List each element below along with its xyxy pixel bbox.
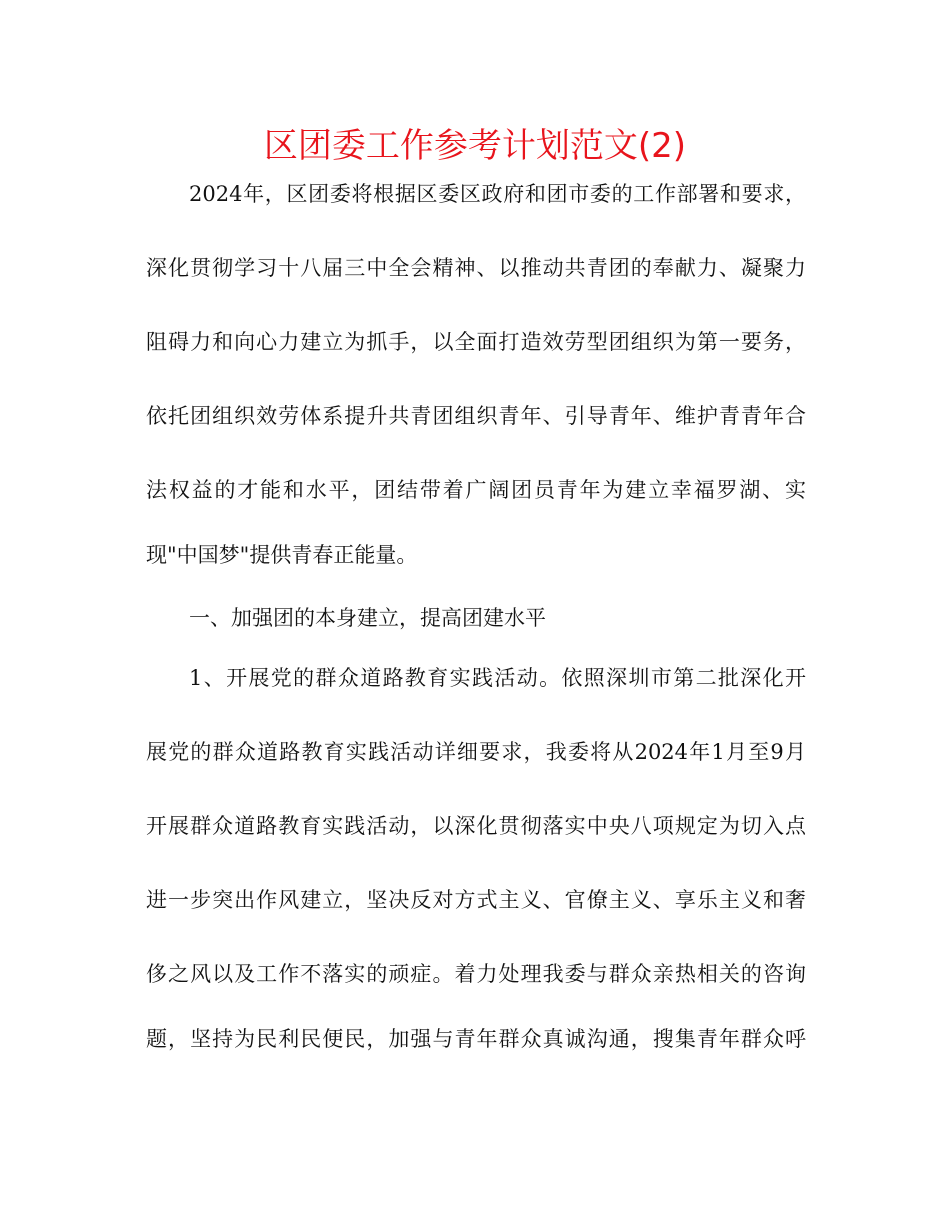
paragraph-line: 阻碍力和向心力建立为抓手，以全面打造效劳型团组织为第一要务， — [146, 330, 806, 354]
paragraph-line: 法权益的才能和水平，团结带着广阔团员青年为建立幸福罗湖、实 — [146, 478, 806, 502]
paragraph-line: 展党的群众道路教育实践活动详细要求，我委将从2024年1月至9月 — [146, 740, 806, 764]
paragraph-line: 进一步突出作风建立，坚决反对方式主义、官僚主义、享乐主义和奢 — [146, 888, 806, 912]
paragraph-line: 现"中国梦"提供青春正能量。 — [146, 543, 418, 567]
paragraph-line: 题，坚持为民利民便民，加强与青年群众真诚沟通，搜集青年群众呼 — [146, 1027, 806, 1051]
paragraph-line: 1、开展党的群众道路教育实践活动。依照深圳市第二批深化开 — [189, 666, 806, 690]
paragraph-line: 深化贯彻学习十八届三中全会精神、以推动共青团的奉献力、凝聚力 — [146, 256, 806, 280]
paragraph-line: 依托团组织效劳体系提升共青团组织青年、引导青年、维护青青年合 — [146, 404, 806, 428]
section-heading: 一、加强团的本身建立，提高团建水平 — [189, 606, 546, 630]
document-title: 区团委工作参考计划范文(2) — [263, 126, 687, 166]
paragraph-line: 开展群众道路教育实践活动，以深化贯彻落实中央八项规定为切入点 — [146, 814, 806, 838]
paragraph-line: 2024年，区团委将根据区委区政府和团市委的工作部署和要求， — [189, 182, 806, 206]
paragraph-line: 侈之风以及工作不落实的顽症。着力处理我委与群众亲热相关的咨询 — [146, 962, 806, 986]
